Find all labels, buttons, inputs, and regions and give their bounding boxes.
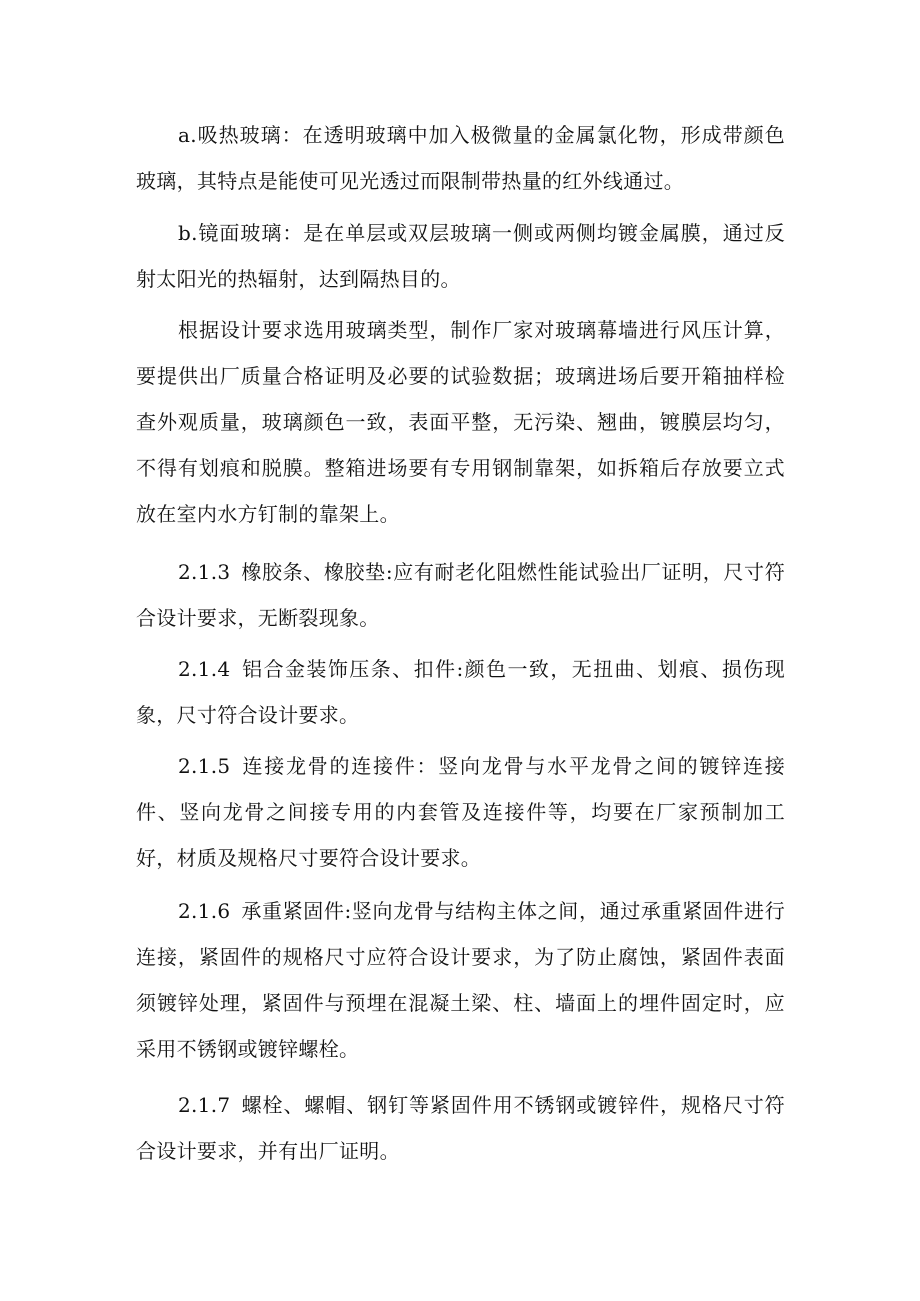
paragraph-2-1-3 <box>136 549 785 641</box>
paragraph-text: 螺栓、螺帽、钢钉等紧固件用不锈钢或镀锌件，规格尺寸符合设计要求，并有出厂证明。 <box>136 1093 785 1163</box>
section-number: 2.1.7 <box>178 1093 231 1117</box>
paragraph-text: a.吸热玻璃：在透明玻璃中加入极微量的金属氯化物，形成带颜色玻璃，其特点是能使可见光透过而限制带热量的红外线通过。 <box>136 123 785 193</box>
paragraph-glass-selection <box>136 307 785 537</box>
paragraph-heat-absorbing-glass <box>136 112 785 204</box>
paragraph-mirror-glass <box>136 210 785 302</box>
section-number: 2.1.5 <box>178 754 231 778</box>
paragraph-2-1-7 <box>136 1082 785 1174</box>
paragraph-text: b.镜面玻璃：是在单层或双层玻璃一侧或两侧均镀金属膜，通过反射太阳光的热辐射，达到隔热目的。 <box>136 221 785 291</box>
section-number: 2.1.4 <box>178 657 231 681</box>
paragraph-text: 承重紧固件:竖向龙骨与结构主体之间，通过承重紧固件进行连接，紧固件的规格尺寸应符合设计要求，为了防止腐蚀，紧固件表面须镀锌处理，紧固件与预埋在混凝土梁、柱、墙面上的埋件固定时，应采用不锈钢或镀锌螺栓。 <box>136 899 785 1061</box>
paragraph-2-1-5 <box>136 743 785 881</box>
paragraph-text: 连接龙骨的连接件：竖向龙骨与水平龙骨之间的镀锌连接件、竖向龙骨之间接专用的内套管及连接件等，均要在厂家预制加工好，材质及规格尺寸要符合设计要求。 <box>136 754 785 870</box>
paragraph-text: 铝合金装饰压条、扣件:颜色一致，无扭曲、划痕、损伤现象，尺寸符合设计要求。 <box>136 657 785 727</box>
paragraph-text: 橡胶条、橡胶垫:应有耐老化阻燃性能试验出厂证明，尺寸符合设计要求，无断裂现象。 <box>136 560 785 630</box>
paragraph-text: 根据设计要求选用玻璃类型，制作厂家对玻璃幕墙进行风压计算，要提供出厂质量合格证明及必要的试验数据；玻璃进场后要开箱抽样检查外观质量，玻璃颜色一致，表面平整，无污染、翘曲，镀膜层均匀，不得有划痕和脱膜。整箱进场要有专用钢制靠架，如拆箱后存放要立式放在室内水方钉制的靠架上。 <box>136 318 785 526</box>
section-number: 2.1.3 <box>178 560 231 584</box>
paragraph-2-1-4 <box>136 646 785 738</box>
paragraph-2-1-6 <box>136 888 785 1072</box>
section-number: 2.1.6 <box>178 899 231 923</box>
